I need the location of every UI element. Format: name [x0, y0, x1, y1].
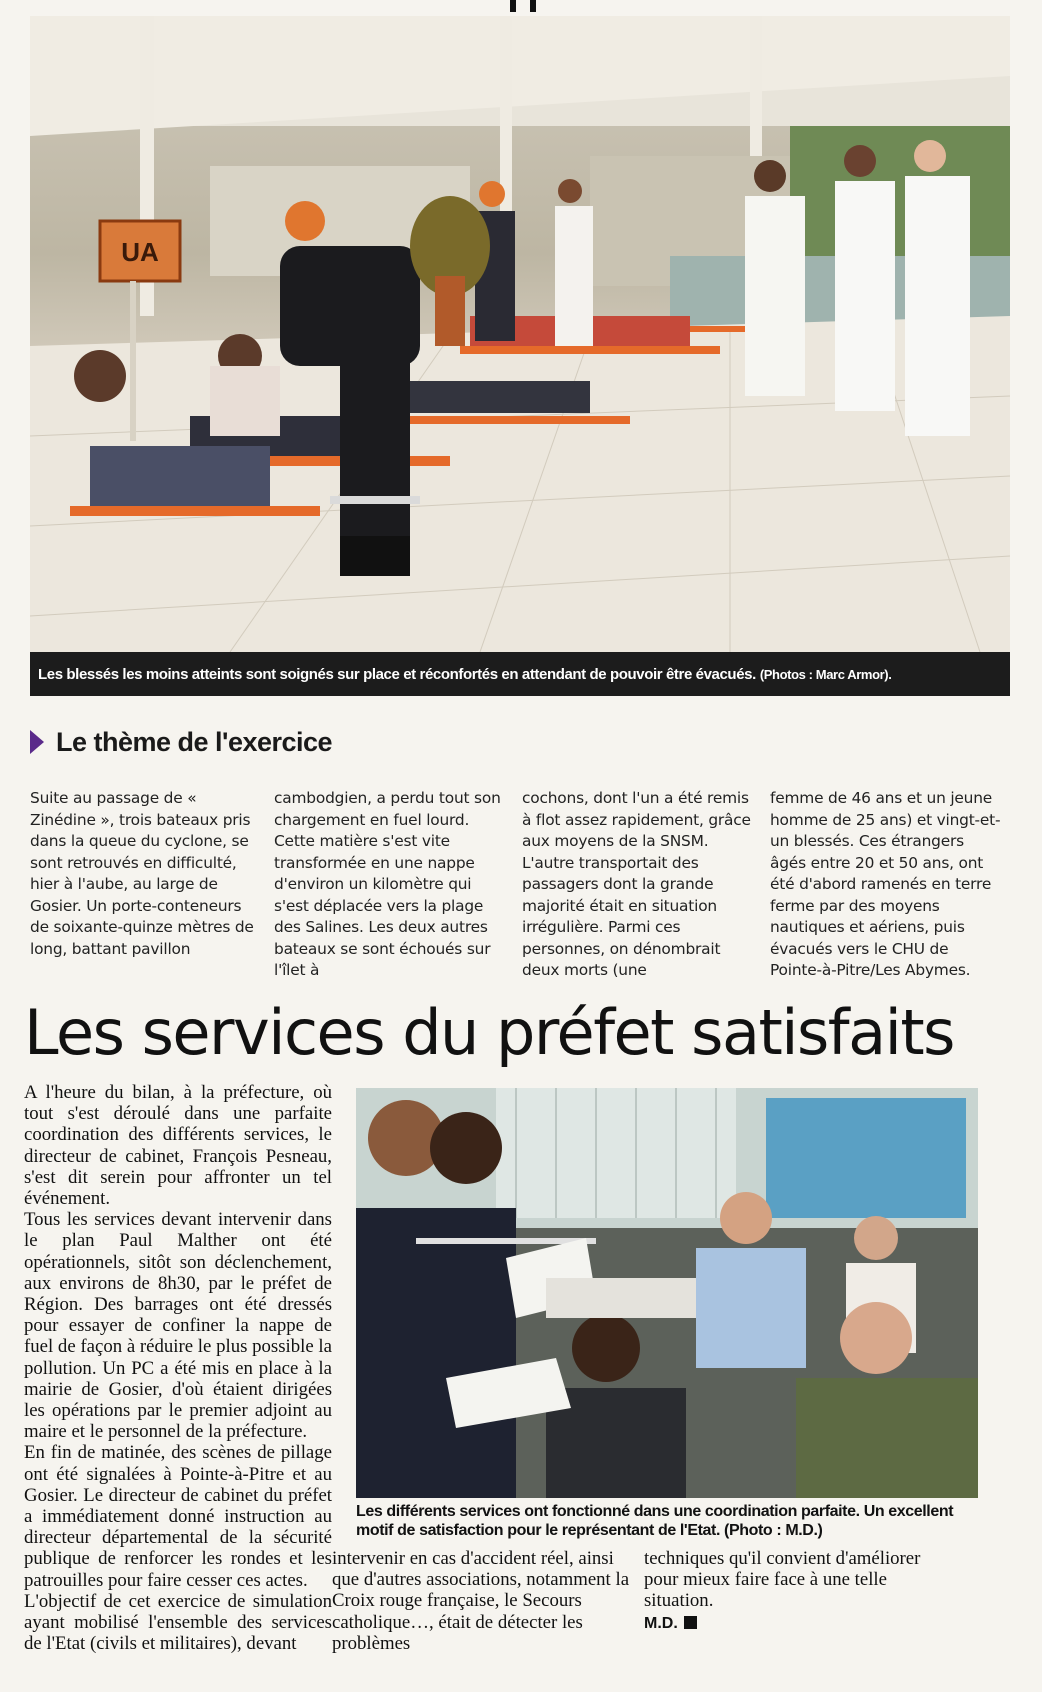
exercice-column-4 — [770, 788, 1002, 982]
end-of-article-square-icon — [684, 1616, 697, 1629]
article-bottom-column-1-text: intervenir en cas d'accident réel, ainsi que d'autres associations, notamment la Croix rouge française, le Secours catholique…, était de détecter les problèmes — [332, 1548, 630, 1654]
article-paragraph-2: Tous les services devant intervenir dans le plan Paul Malther ont été opérationnels, sitôt son déclenchement, aux environs de 8h30, par le préfet de Région. Des barrages ont été dressés pour essayer de confiner la nappe de fuel de façon à réduire le plus possible la pollution. Un PC a été mis en place à la mairie de Gosier, d'où étaient dirigées les opérations par le premier adjoint au maire et le personnel de la préfecture. — [24, 1209, 332, 1443]
article-paragraph-1: A l'heure du bilan, à la préfecture, où tout s'est déroulé dans une parfaite coordination des différents services, le directeur de cabinet, François Pesneau, s'est dit serein pour affronter un tel événement. — [24, 1082, 332, 1210]
triangle-bullet-icon — [30, 730, 44, 754]
exercice-column-3 — [522, 788, 754, 982]
ua-sign-text: UA — [121, 237, 159, 267]
exercice-column-1 — [30, 788, 262, 960]
photo-meeting-illustration — [356, 1088, 978, 1498]
article-paragraph-3: En fin de matinée, des scènes de pillage ont été signalées à Pointe-à-Pitre et au Gosier. Le directeur de cabinet du préfet a immédiatement donné instruction au directeur départemental de la sécurité publique de renforcer les rondes et les patrouilles pour faire cesser ces actes. — [24, 1442, 332, 1591]
section-heading — [30, 722, 332, 762]
photo1-credit: (Photos : Marc Armor). — [759, 666, 892, 682]
article-bottom-column-2-text: techniques qu'il convient d'améliorer pour mieux faire face à une telle situation. — [644, 1548, 921, 1612]
exercice-column-4-text: femme de 46 ans et un jeune homme de 25 ans) et vingt-et-un blessés. Ces étrangers âgés entre 20 et 50 ans, ont été d'abord ramenés en terre ferme par des moyens nautiques et aériens, puis évacués vers le CHU de Pointe-à-Pitre/Les Abymes. — [770, 789, 1001, 979]
photo1-caption — [30, 652, 1010, 696]
photo-prefecture-meeting — [356, 1088, 978, 1498]
photo2-caption: Les différents services ont fonctionné dans une coordination parfaite. Un excellent motif de satisfaction pour le représentant de l'Etat. (Photo : M.D.) — [356, 1503, 954, 1539]
exercice-column-2-text: cambodgien, a perdu tout son chargement en fuel lourd. Cette matière s'est vite transformée en une nappe d'environ un kilomètre qui s'est déplacée vers la plage des Salines. Les deux autres bateaux se sont échoués sur l'îlet à — [274, 789, 501, 979]
article-paragraph-4: L'objectif de cet exercice de simulation ayant mobilisé l'ensemble des services de l'Etat (civils et militaires), devant — [24, 1590, 332, 1655]
photo1-caption-text: Les blessés les moins atteints sont soignés sur place et réconfortés en attendant de pouvoir être évacués. — [38, 665, 756, 683]
section-heading-text: Le thème de l'exercice — [56, 726, 333, 757]
article-signature: M.D. — [644, 1614, 678, 1632]
article-bottom-column-1 — [332, 1548, 642, 1654]
exercice-column-2 — [274, 788, 506, 982]
previous-headline-fragment — [470, 0, 550, 12]
exercice-column-1-text: Suite au passage de « Zinédine », trois bateaux pris dans la queue du cyclone, se sont retrouvés en difficulté, hier à l'aube, au large de Gosier. Un porte-conteneurs de soixante-quinze mètres de long, battant pavillon — [30, 789, 254, 958]
article-headline: Les services du préfet satisfaits — [24, 996, 954, 1069]
photo-triage-illustration — [30, 16, 1010, 652]
exercice-column-3-text: cochons, dont l'un a été remis à flot assez rapidement, grâce aux moyens de la SNSM. L'autre transportait des passagers dont la grande majorité était en situation irrégulière. Parmi ces personnes, on dénombrait deux morts (une — [522, 789, 751, 979]
photo-triage-area — [30, 16, 1010, 696]
article-left-column — [24, 1082, 332, 1654]
article-bottom-column-2 — [644, 1548, 944, 1634]
